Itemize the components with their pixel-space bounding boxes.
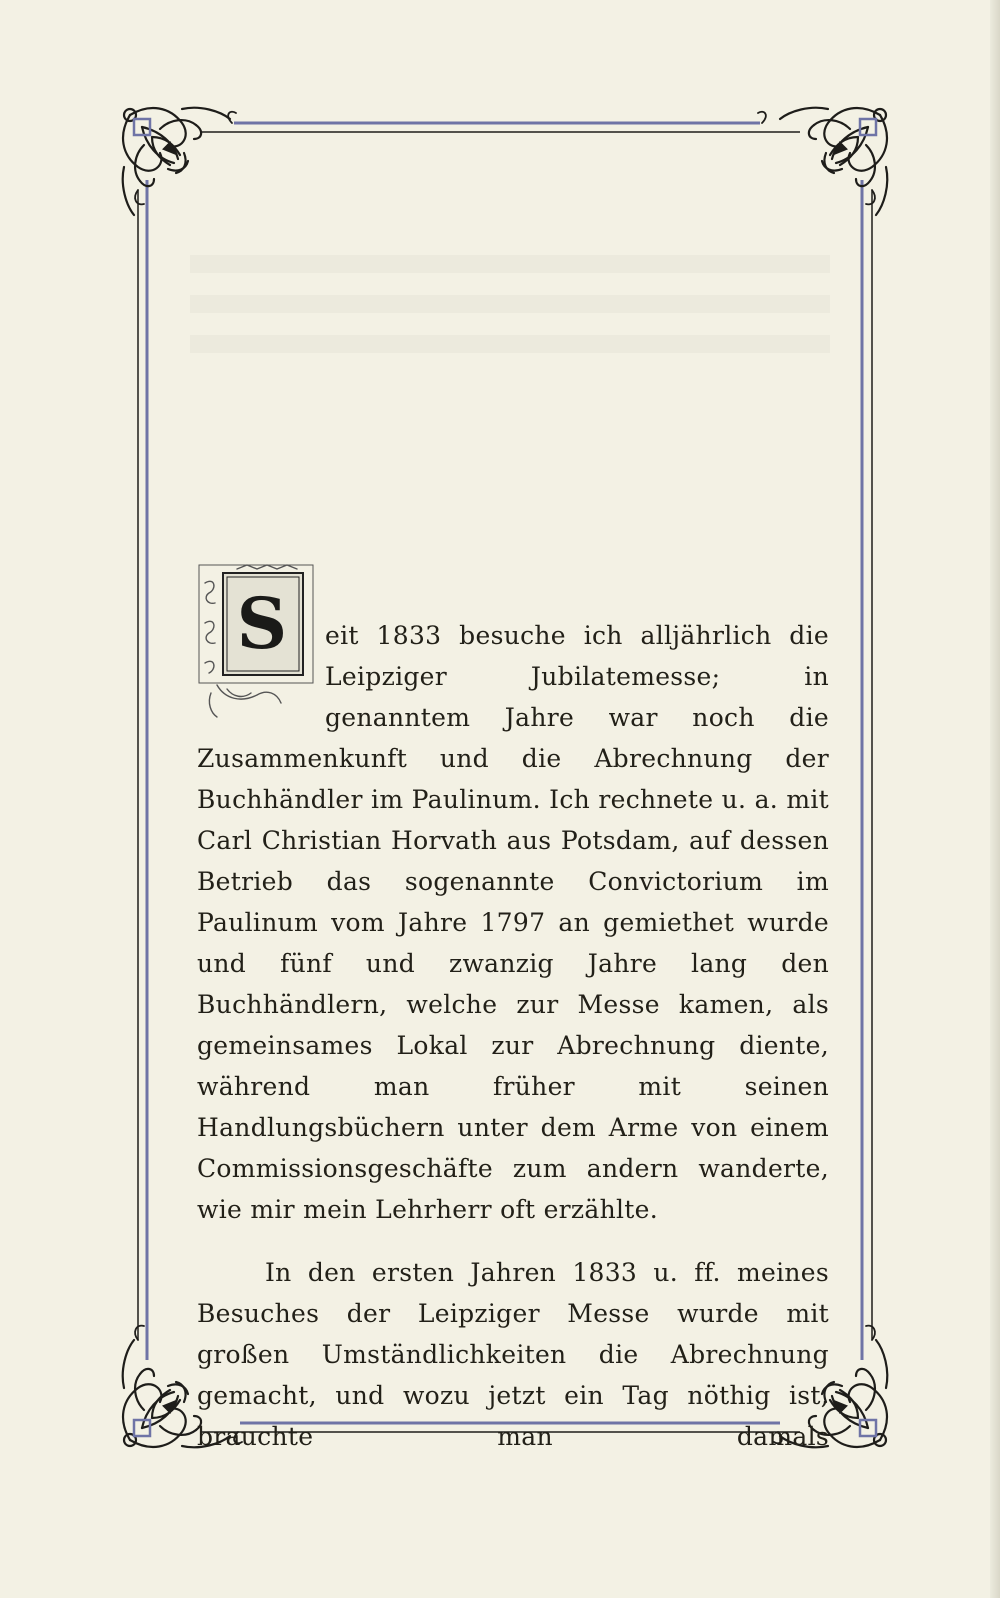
- initial-letter: S: [236, 582, 288, 665]
- paragraph-1: [197, 582, 829, 1230]
- rule-curl-right-top: [866, 190, 875, 204]
- corner-ornament-top-left: [123, 108, 230, 215]
- rule-curl-left-top: [135, 190, 144, 204]
- corner-ornament-top-right: [780, 108, 887, 215]
- paragraph-1-text: eit 1833 besuche ich alljährlich die Leipziger Jubilatemesse; in genanntem Jahre war noch die Zusammenkunft und die Abrechnung der Buchhändler im Paulinum. Ich rechnete u. a. mit Carl Christian Horvath aus Potsdam, auf dessen Betrieb das sogenannte Convictorium im Paulinum vom Jahre 1797 an gemiethet wurde und fünf und zwanzig Jahre lang den Buchhändlern, welche zur Messe kamen, als gemeinsames Lokal zur Abrechnung diente, während man früher mit seinen Handlungsbüchern unter dem Arme von einem Commissionsgeschäfte zum andern wanderte, wie mir mein Lehrherr oft erzählte.: [197, 621, 829, 1224]
- ornamental-initial: [197, 563, 315, 723]
- rule-curl-left-bottom: [135, 1326, 144, 1340]
- paragraph-2: In den ersten Jahren 1833 u. ff. meines Besuches der Leipziger Messe wurde mit großen Umständlichkeiten die Abrechnung gemacht, und wozu jetzt ein Tag nöthig ist, brauchte man damals: [197, 1258, 829, 1451]
- main-text: [197, 582, 829, 1457]
- rule-curl-top-right: [758, 112, 766, 123]
- rule-curl-right-bottom: [866, 1326, 875, 1340]
